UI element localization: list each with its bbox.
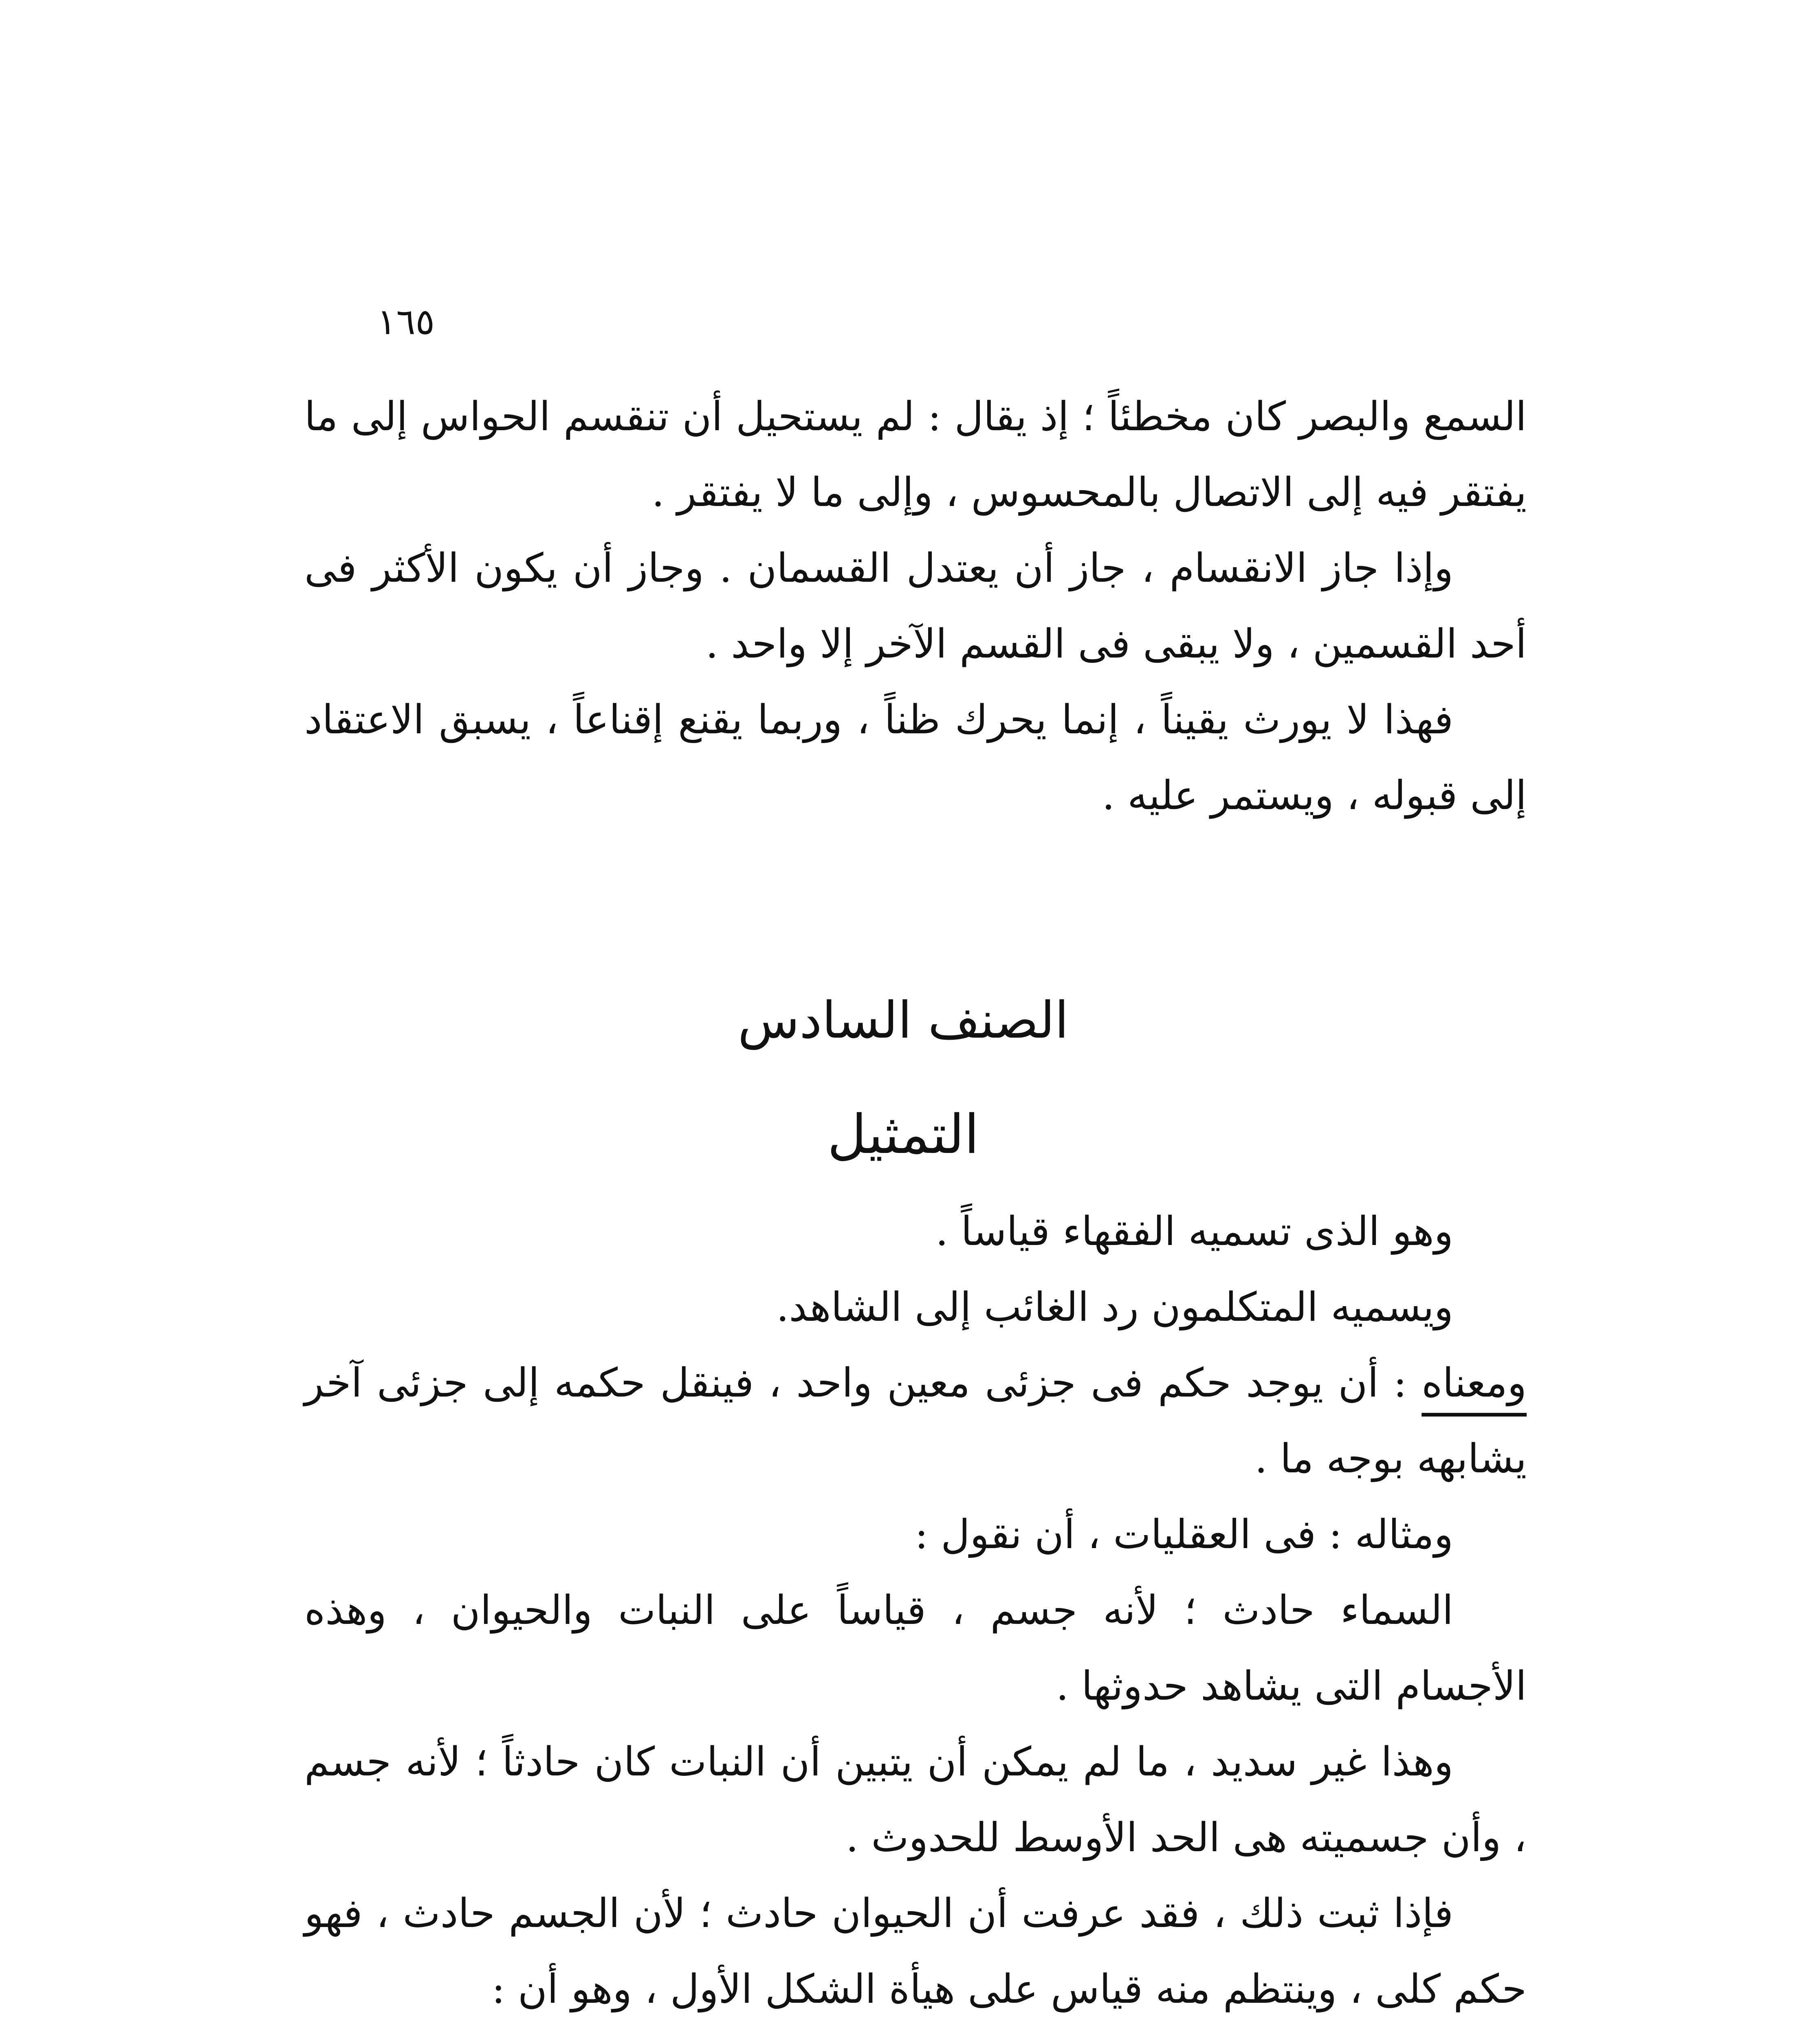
section-heading: الصنف السادس (737, 991, 1069, 1050)
definition-line-jurists: وهو الذى تسميه الفقهاء قياساً . (935, 1208, 1453, 1255)
paragraph-senses: السمع والبصر كان مخطئاً ؛ إذ يقال : لم يستحيل أن تنقسم الحواس إلى ما يفتقر فيه إلى الاتصال بالمحسوس ، وإلى ما لا يفتقر . (304, 394, 1527, 516)
meaning-paragraph (304, 1345, 1527, 1497)
example-intro: ومثاله : فى العقليات ، أن نقول : (915, 1511, 1453, 1558)
meaning-text: : أن يوجد حكم فى جزئى معين واحد ، فينقل حكمه إلى جزئى آخر يشابهه بوجه ما . (304, 1360, 1527, 1482)
top-text-block (304, 379, 1527, 834)
critique-paragraph: وهذا غير سديد ، ما لم يمكن أن يتبين أن النبات كان حادثاً ؛ لأنه جسم ، وأن جسميته هى الحد الأوسط للحدوث . (304, 1739, 1527, 1861)
analogy-text-block (304, 1194, 1527, 2037)
paragraph-conviction: فهذا لا يورث يقيناً ، إنما يحرك ظناً ، وربما يقنع إقناعاً ، يسبق الاعتقاد إلى قبوله ، ويستمر عليه . (304, 697, 1527, 819)
conclusion-intro: فإذا ثبت ذلك ، فقد عرفت أن الحيوان حادث ؛ لأن الجسم حادث ، فهو حكم كلى ، وينتظم منه قياس على هيأة الشكل الأول ، وهو أن : (304, 1890, 1527, 2013)
meaning-label: ومعناه (1422, 1360, 1527, 1406)
section-subheading: التمثيل (827, 1103, 979, 1166)
example-sky: السماء حادث ؛ لأنه جسم ، قياساً على النبات والحيوان ، وهذه الأجسام التى يشاهد حدوثها . (304, 1587, 1527, 1709)
page-number: ١٦٥ (377, 301, 435, 343)
paragraph-division: وإذا جاز الانقسام ، جاز أن يعتدل القسمان . وجاز أن يكون الأكثر فى أحد القسمين ، ولا يبقى فى القسم الآخر إلا واحد . (304, 545, 1527, 667)
premise-minor (304, 2027, 1527, 2037)
definition-line-theologians: ويسميه المتكلمون رد الغائب إلى الشاهد. (776, 1284, 1453, 1331)
